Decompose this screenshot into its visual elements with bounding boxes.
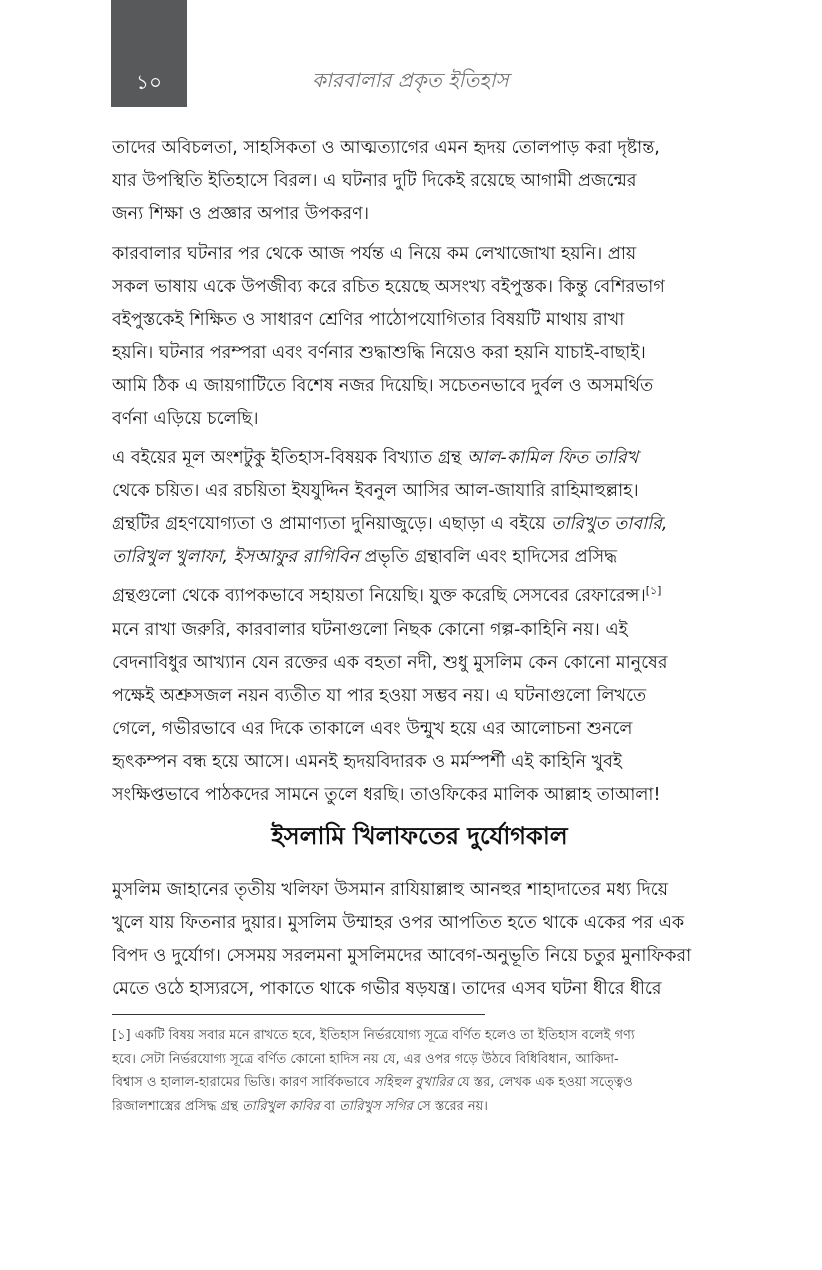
footnote-line: [১] একটি বিষয় সবার মনে রাখতে হবে, ইতিহাস নির্ভরযোগ্য সূত্রে বর্ণিত হলেও তা ইতিহাস বলেই গণ্য [112, 1028, 635, 1043]
text-line: যার উপস্থিতি ইতিহাসে বিরল। এ ঘটনার দুটি দিকেই রয়েছে আগামী প্রজন্মের [112, 171, 637, 191]
text-line: বর্ণনা এড়িয়ে চলেছি। [112, 409, 259, 429]
text-span: গ্রন্থগুলো থেকে ব্যাপকভাবে সহায়তা নিয়েছি। যুক্ত করেছি সেসবের রেফারেন্স। [112, 585, 646, 606]
running-title: কারবালার প্রকৃত ইতিহাস [312, 68, 509, 92]
text-line: পক্ষেই অশ্রুসজল নয়ন ব্যতীত যা পার হওয়া সম্ভব নয়। এ ঘটনাগুলো লিখতে [112, 686, 647, 706]
paragraph-3 [112, 442, 727, 607]
text-line: মুসলিম জাহানের তৃতীয় খলিফা উসমান রাযিয়াল্লাহু আনহুর শাহাদাতের মধ্য দিয়ে [112, 880, 669, 900]
text-line: আমি ঠিক এ জায়গাটিতে বিশেষ নজর দিয়েছি। সচেতনভাবে দুর্বল ও অসমর্থিত [112, 376, 654, 396]
text-line [112, 442, 727, 475]
section-heading: ইসলামি খিলাফতের দুর্যোগকাল [271, 822, 568, 850]
text-span: এ বইয়ের মূল অংশটুকু ইতিহাস-বিষয়ক বিখ্যাত গ্রন্থ [112, 448, 467, 468]
book-title: তারিখুস সগির [339, 1098, 413, 1114]
paragraph-5 [112, 874, 727, 1006]
footnote-marker[interactable]: [১] [645, 584, 662, 597]
text-line [112, 508, 727, 541]
footnote [112, 1024, 727, 1118]
text-span: গ্রন্থটির গ্রহণযোগ্যতা ও প্রামাণ্যতা দুনিয়াজুড়ে। এছাড়া এ বইয়ে [112, 514, 552, 534]
footnote-line: হবে। সেটা নির্ভরযোগ্য সূত্রে বর্ণিত কোনো হাদিস নয় যে, এর ওপর গড়ে উঠবে বিধিবিধান, আকিদা- [112, 1051, 619, 1067]
text-line: হয়নি। ঘটনার পরম্পরা এবং বর্ণনার শুদ্ধাশুদ্ধি নিয়েও করা হয়নি যাচাই-বাছাই। [112, 343, 646, 363]
text-span: বিশ্বাস ও হালাল-হারামের ভিত্তি। কারণ সার্বিকভাবে [112, 1075, 374, 1090]
paragraph-4 [112, 614, 727, 812]
text-span: প্রভৃতি গ্রন্থাবলি এবং হাদিসের প্রসিদ্ধ [358, 547, 618, 567]
book-title: সহিহুল বুখারির [373, 1075, 453, 1090]
book-title: তারিখুত তাবারি, [551, 514, 668, 534]
text-span: যে স্তর, লেখক এক হওয়া সত্ত্বেও [452, 1075, 633, 1090]
text-line [112, 541, 727, 574]
text-line: মনে রাখা জরুরি, কারবালার ঘটনাগুলো নিছক কোনো গল্প-কাহিনি নয়। এই [112, 620, 628, 640]
book-title: আল-কামিল ফিত তারিখ [466, 448, 639, 468]
text-line: মেতে ওঠে হাস্যরসে, পাকাতে থাকে গভীর ষড়যন্ত্র। তাদের এসব ঘটনা ধীরে ধীরে [112, 979, 662, 999]
text-line: তাদের অবিচলতা, সাহসিকতা ও আত্মত্যাগের এমন হৃদয় তোলপাড় করা দৃষ্টান্ত, [112, 138, 660, 158]
text-line: গেলে, গভীরভাবে এর দিকে তাকালে এবং উন্মুখ হয়ে এর আলোচনা শুনলে [112, 719, 633, 739]
footnote-divider [112, 1014, 485, 1015]
text-line: থেকে চয়িত। এর রচয়িতা ইযযুদ্দিন ইবনুল আসির আল-জাযারি রাহিমাহুল্লাহ। [112, 481, 639, 501]
book-title: তারিখুল খুলাফা, ইসআফুর রাগিবিন [112, 547, 359, 567]
footnote-line [112, 1095, 727, 1119]
text-span: রিজালশাস্ত্রের প্রসিদ্ধ গ্রন্থ [112, 1098, 243, 1114]
text-line: বেদনাবিধুর আখ্যান যেন রক্তের এক বহতা নদী, শুধু মুসলিম কেন কোনো মানুষের [112, 653, 668, 673]
text-span: সে স্তরের নয়। [412, 1098, 488, 1114]
paragraph-1 [112, 132, 727, 231]
text-line: বিপদ ও দুর্যোগ। সেসময় সরলমনা মুসলিমদের আবেগ-অনুভূতি নিয়ে চতুর মুনাফিকরা [112, 946, 692, 966]
text-line: বইপুস্তকেই শিক্ষিত ও সাধারণ শ্রেণির পাঠোপযোগিতার বিষয়টি মাথায় রাখা [112, 310, 625, 330]
paragraph-2 [112, 238, 727, 436]
text-line: কারবালার ঘটনার পর থেকে আজ পর্যন্ত এ নিয়ে কম লেখাজোখা হয়নি। প্রায় [112, 244, 637, 264]
text-line [112, 574, 727, 607]
text-line: খুলে যায় ফিতনার দুয়ার। মুসলিম উম্মাহর ওপর আপতিত হতে থাকে একের পর এক [112, 913, 685, 933]
footnote-line [112, 1071, 727, 1095]
page-number: ১০ [136, 70, 162, 94]
text-span: বা [319, 1098, 340, 1114]
text-line: জন্য শিক্ষা ও প্রজ্ঞার অপার উপকরণ। [112, 204, 369, 224]
text-line: সংক্ষিপ্তভাবে পাঠকদের সামনে তুলে ধরছি। তাওফিকের মালিক আল্লাহ তাআলা! [112, 785, 661, 805]
text-line: সকল ভাষায় একে উপজীব্য করে রচিত হয়েছে অসংখ্য বইপুস্তক। কিন্তু বেশিরভাগ [112, 277, 665, 297]
text-line: হৃৎকম্পন বন্ধ হয়ে আসে। এমনই হৃদয়বিদারক ও মর্মস্পর্শী এই কাহিনি খুবই [112, 752, 622, 772]
book-title: তারিখুল কাবির [242, 1098, 320, 1114]
